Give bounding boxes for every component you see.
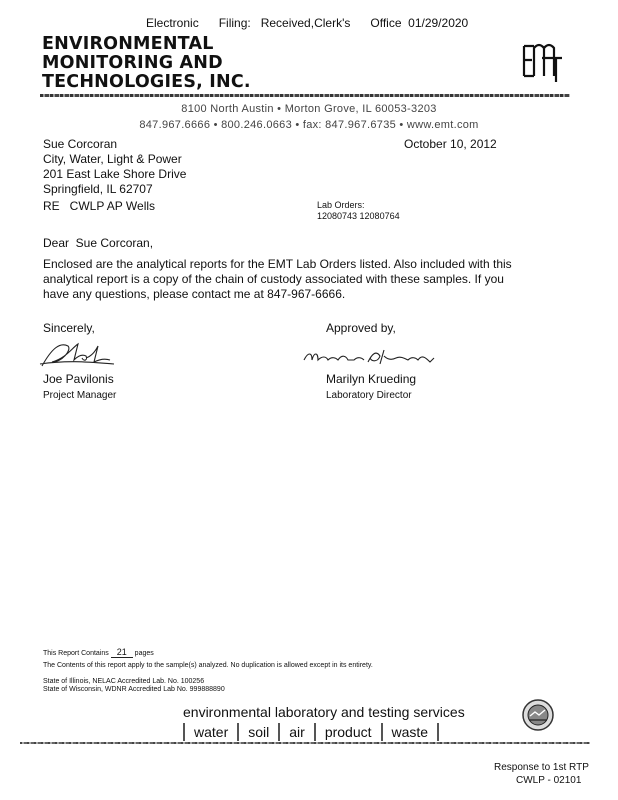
recipient-city: Springfield, IL 62707 <box>43 182 153 196</box>
body-line: Enclosed are the analytical reports for the EMT Lab Orders listed. Also included with this <box>43 257 512 271</box>
closing-approved: Approved by, <box>326 321 396 335</box>
disclaimer: The Contents of this report apply to the sample(s) analyzed. No duplication is allowed except in its entirety. <box>43 662 373 669</box>
company-name-line1: ENVIRONMENTAL <box>42 34 214 54</box>
recipient-block <box>43 137 186 197</box>
report-page-count <box>43 647 154 658</box>
document-id: CWLP - 02101 <box>516 775 582 786</box>
signer1-title: Project Manager <box>43 390 117 401</box>
recipient-street: 201 East Lake Shore Drive <box>43 167 187 181</box>
service-waste: waste <box>381 723 440 741</box>
service-soil: soil <box>237 723 278 741</box>
footer-rule <box>20 742 590 744</box>
re-line: RE CWLP AP Wells <box>43 199 156 213</box>
company-contact: 847.967.6666 • 800.246.0663 • fax: 847.967.6735 • www.emt.com <box>139 119 479 131</box>
recipient-org: City, Water, Light & Power <box>43 152 182 166</box>
report-contains-label: This Report Contains <box>43 650 109 657</box>
filing-stamp: Electronic Filing: Received,Clerk's Office 01/29/2020 <box>146 16 469 30</box>
body-paragraph <box>43 257 512 302</box>
service-air: air <box>278 723 314 741</box>
letter-date: October 10, 2012 <box>404 137 497 151</box>
signature-pavilonis <box>38 338 118 370</box>
salutation: Dear Sue Corcoran, <box>43 236 154 250</box>
company-name-line2: MONITORING AND <box>42 53 223 73</box>
signer2-name: Marilyn Krueding <box>326 372 417 386</box>
emt-logo <box>516 38 566 88</box>
accreditation-seal-icon <box>521 698 555 732</box>
closing-sincerely: Sincerely, <box>43 321 95 335</box>
company-address: 8100 North Austin • Morton Grove, IL 60053-3203 <box>181 103 437 115</box>
letterhead-rule <box>40 94 570 97</box>
body-line: have any questions, please contact me at 847-967-6666. <box>43 287 346 301</box>
service-product: product <box>314 723 381 741</box>
lab-orders <box>317 200 400 222</box>
page-count: 21 <box>111 647 133 658</box>
service-water: water <box>183 723 237 741</box>
recipient-name: Sue Corcoran <box>43 137 118 151</box>
accreditation-illinois: State of Illinois, NELAC Accredited Lab. No. 100256 <box>43 678 205 685</box>
accreditations <box>43 678 225 694</box>
company-name-line3: TECHNOLOGIES, INC. <box>42 72 251 92</box>
accreditation-wisconsin: State of Wisconsin, WDNR Accredited Lab No. 999888890 <box>43 686 225 693</box>
response-label: Response to 1st RTP <box>494 762 589 773</box>
signer1-name: Joe Pavilonis <box>43 372 114 386</box>
signer2-title: Laboratory Director <box>326 390 412 401</box>
lab-orders-label: Lab Orders: <box>317 200 365 210</box>
body-line: analytical report is a copy of the chain of custody associated with these samples. If you <box>43 272 504 286</box>
services-list <box>183 722 439 742</box>
pages-label: pages <box>134 650 154 657</box>
lab-orders-numbers: 12080743 12080764 <box>317 211 400 221</box>
company-name <box>42 35 251 92</box>
services-title: environmental laboratory and testing services <box>183 704 465 720</box>
signature-krueding <box>300 344 440 370</box>
